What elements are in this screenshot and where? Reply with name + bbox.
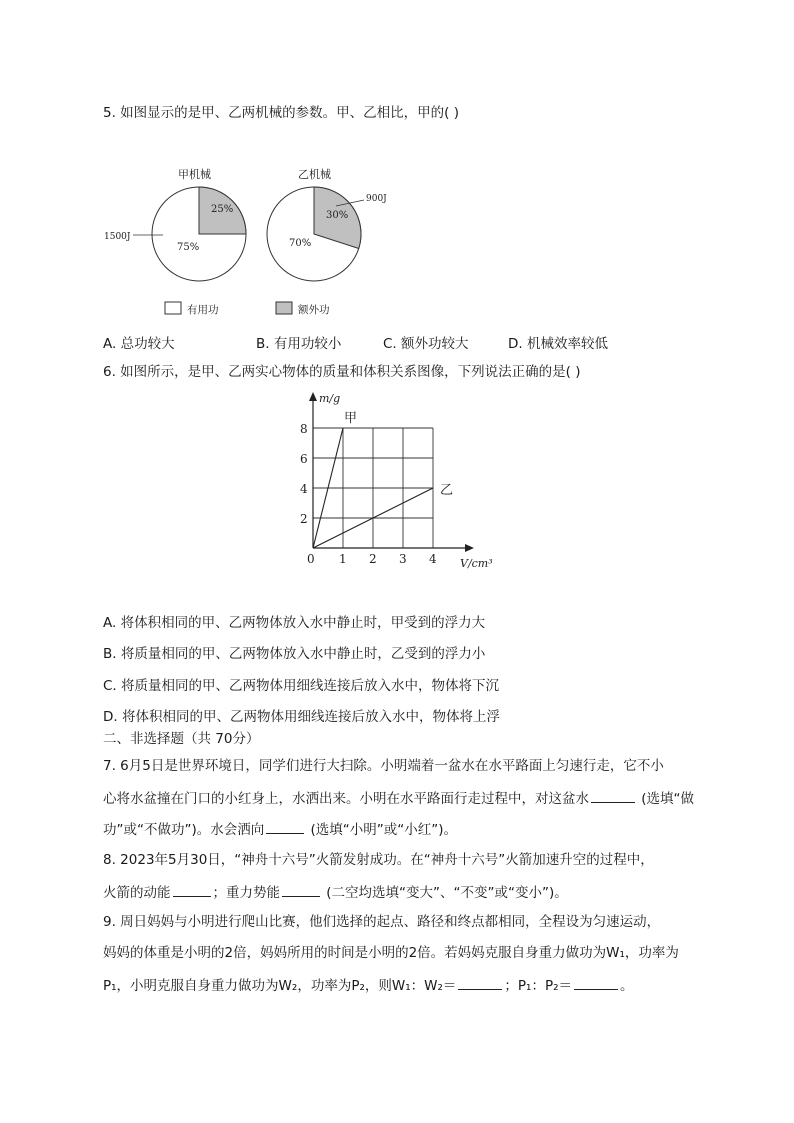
- q7-line3-text-a: 功”或“不做功”)。水会洒向: [103, 822, 265, 838]
- y-axis-label: m/g: [319, 392, 341, 405]
- y-tick-label: 6: [300, 452, 308, 466]
- pie-jia-annotation: 1500J: [104, 232, 131, 242]
- pie-yi-annotation: 900J: [366, 194, 387, 204]
- legend-extra-swatch: [276, 302, 292, 314]
- q5-option-c: C. 额外功较大: [383, 336, 469, 352]
- q7-blank-1[interactable]: [591, 788, 635, 803]
- pie-yi-useful-label: 70%: [289, 238, 312, 249]
- q9-blank-1[interactable]: [458, 975, 502, 990]
- y-axis-arrow: [309, 392, 317, 401]
- section2-title: 二、非选择题（共 70分）: [103, 731, 260, 747]
- q7-line1: 7. 6月5日是世界环境日，同学们进行大扫除。小明端着一盆水在水平路面上匀速行走，它不小: [103, 758, 664, 774]
- q7-line3-text-b: (选填“小明”或“小红”)。: [306, 822, 458, 838]
- x-tick-label: 2: [369, 552, 377, 566]
- q7-line2: [103, 788, 694, 808]
- q5-pie-figure: [0, 160, 794, 350]
- legend-extra-label: 额外功: [298, 304, 330, 316]
- q9-line3-text-a: P₁，小明克服自身重力做功为W₂，功率为P₂，则W₁：W₂＝: [103, 978, 457, 994]
- q6-option-b: B. 将质量相同的甲、乙两物体放入水中静止时，乙受到的浮力小: [103, 646, 486, 662]
- q8-line2-text-a: 火箭的动能: [103, 885, 171, 901]
- q6-stem: 6. 如图所示，是甲、乙两实心物体的质量和体积关系图像，下列说法正确的是( ): [103, 364, 581, 380]
- q9-line1: 9. 周日妈妈与小明进行爬山比赛，他们选择的起点、路径和终点都相同，全程设为匀速运动，: [103, 914, 661, 930]
- q9-line3-text-b: ；P₁：P₂＝: [504, 978, 572, 994]
- x-tick-label: 1: [339, 552, 347, 566]
- pie-yi-extra-label: 30%: [326, 210, 349, 221]
- legend-useful-label: 有用功: [187, 304, 219, 316]
- q8-line1: 8. 2023年5月30日，“神舟十六号”火箭发射成功。在“神舟十六号”火箭加速升空的过程中，: [103, 852, 654, 868]
- pie-jia-title: 甲机械: [178, 168, 211, 181]
- series-label: 甲: [344, 411, 358, 426]
- q5-stem: 5. 如图显示的是甲、乙两机械的参数。甲、乙相比，甲的( ): [103, 105, 459, 121]
- q7-line2-text-b: (选填“做: [637, 791, 695, 807]
- q6-option-d: D. 将体积相同的甲、乙两物体用细线连接后放入水中，物体将上浮: [103, 709, 500, 725]
- q8-line2-text-c: (二空均选填“变大”、“不变”或“变小”)。: [322, 885, 568, 901]
- x-tick-label: 0: [307, 552, 315, 566]
- x-tick-label: 3: [399, 552, 407, 566]
- y-tick-label: 4: [300, 482, 308, 496]
- q6-option-c: C. 将质量相同的甲、乙两物体用细线连接后放入水中，物体将下沉: [103, 678, 500, 694]
- y-tick-label: 2: [300, 512, 308, 526]
- y-tick-label: 8: [300, 422, 308, 436]
- q6-option-a: A. 将体积相同的甲、乙两物体放入水中静止时，甲受到的浮力大: [103, 615, 486, 631]
- pie-yi-title: 乙机械: [298, 168, 331, 181]
- x-axis-label: V/cm³: [460, 557, 493, 570]
- q5-option-d: D. 机械效率较低: [508, 336, 608, 352]
- q8-blank-1[interactable]: [173, 882, 211, 897]
- q6-mass-volume-chart: [290, 388, 550, 588]
- pie-jia-extra-label: 25%: [211, 204, 234, 215]
- q9-line3-text-c: 。: [620, 978, 634, 994]
- q7-line2-text-a: 心将水盆撞在门口的小红身上，水洒出来。小明在水平路面行走过程中，对这盆水: [103, 791, 589, 807]
- pie-jia-useful-label: 75%: [177, 242, 200, 253]
- q8-blank-2[interactable]: [282, 882, 320, 897]
- q5-option-a: A. 总功较大: [103, 336, 175, 352]
- q9-blank-2[interactable]: [574, 975, 618, 990]
- q7-blank-2[interactable]: [266, 819, 304, 834]
- q8-line2: [103, 882, 568, 902]
- q9-line3: [103, 975, 634, 995]
- q5-option-b: B. 有用功较小: [256, 336, 342, 352]
- legend-useful-swatch: [165, 302, 181, 314]
- series-label: 乙: [440, 483, 454, 498]
- q9-line2: 妈妈的体重是小明的2倍，妈妈所用的时间是小明的2倍。若妈妈克服自身重力做功为W₁，功率为: [103, 945, 679, 961]
- x-axis-arrow: [465, 544, 474, 552]
- x-tick-label: 4: [429, 552, 437, 566]
- q8-line2-text-b: ；重力势能: [212, 885, 280, 901]
- q7-line3: [103, 819, 457, 839]
